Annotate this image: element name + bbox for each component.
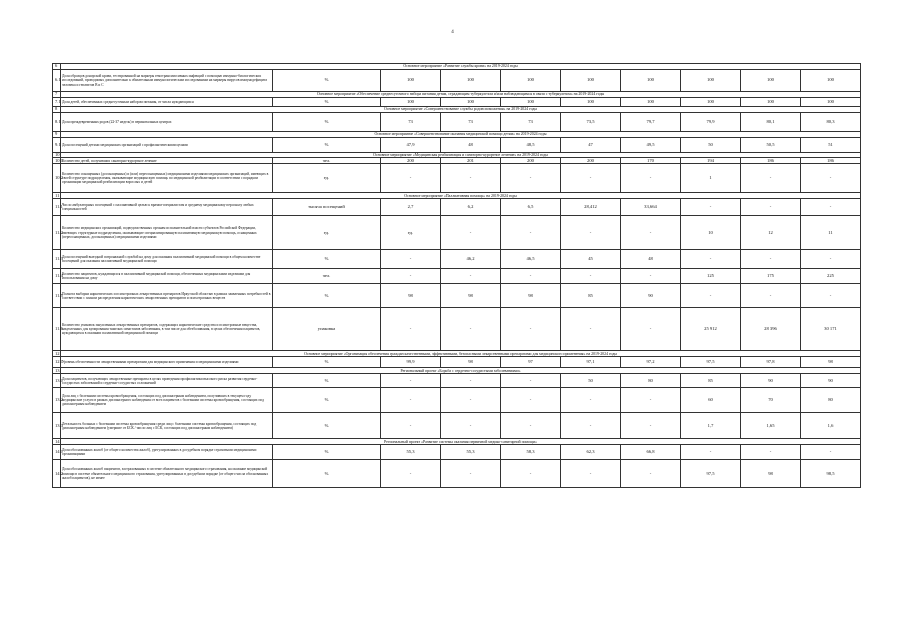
value-cell: - — [801, 164, 861, 193]
value-cell: - — [381, 164, 441, 193]
unit-cell: % — [273, 284, 381, 308]
value-cell: 60 — [681, 388, 741, 413]
value-cell: 66,8 — [621, 445, 681, 460]
row-index: 6.1 — [53, 70, 61, 92]
unit-cell: чел. — [273, 158, 381, 164]
value-cell: 90 — [621, 284, 681, 308]
value-cell: 47,9 — [381, 138, 441, 153]
value-cell: 97,5 — [681, 460, 741, 488]
indicator-name: Летальность больных с болезнями системы кровообращения среди лиц с болезнями системы кровообращения, состоящих под диспансерным наблюдением (умершие от БСК / число лиц с БСК, состоящих под диспансерным наблюдением) — [61, 413, 273, 439]
row-index: 8.1 — [53, 113, 61, 132]
value-cell: - — [801, 284, 861, 308]
value-cell: 70 — [741, 388, 801, 413]
value-cell: 1,6 — [801, 413, 861, 439]
value-cell: 200 — [561, 158, 621, 164]
value-cell: 225 — [801, 269, 861, 284]
value-cell: - — [621, 460, 681, 488]
value-cell: 46,5 — [501, 250, 561, 269]
value-cell: 85 — [681, 374, 741, 388]
value-cell: - — [621, 388, 681, 413]
value-cell: 200 — [501, 158, 561, 164]
value-cell: 6,5 — [501, 199, 561, 216]
value-cell: 10 — [681, 216, 741, 250]
indicator-name: Доля обоснованных жалоб пациентов, застрахованных в системе обязательного медицинского страхования, на оказание медицинской помощи в системе обязательного медицинского страхования, урегулированных в досудебном порядке (от общего числа обоснованных жалоб пациентов), не менее — [61, 460, 273, 488]
row-index: 7.1 — [53, 98, 61, 107]
value-cell: 98 — [801, 357, 861, 368]
section-title: Региональный проект «Развитие системы оказания первичной медико-санитарной помощи» — [61, 439, 861, 445]
table-row — [53, 138, 861, 153]
value-cell: 28 396 — [741, 308, 801, 351]
value-cell: 80,3 — [801, 113, 861, 132]
section-title: Основное мероприятие «Обеспечение среднесуточного набора питания детям, страдающим туберкулезом и/или наблюдающимся в связи с туберкулезом» на 2019-2024 годы — [61, 92, 861, 98]
indicator-name: Полнота выборки наркотических и психотропных лекарственных препаратов Иркутской областью в рамках заявленных потребностей в соответствии с планом распределения наркотических лекарственных препаратов и психотропных веществ — [61, 284, 273, 308]
value-cell: - — [621, 164, 681, 193]
value-cell: - — [441, 460, 501, 488]
table-row — [53, 460, 861, 488]
value-cell: 48 — [621, 250, 681, 269]
indicator-name: Число амбулаторных посещений с паллиативной целью к врачам-специалистам и среднему медицинскому персоналу любых специальностей — [61, 199, 273, 216]
row-index: 11.6 — [53, 308, 61, 351]
table-row — [53, 269, 861, 284]
value-cell: 79,9 — [681, 113, 741, 132]
row-index: 11.3 — [53, 250, 61, 269]
indicators-table — [52, 63, 861, 488]
value-cell: 73 — [381, 113, 441, 132]
table-row — [53, 413, 861, 439]
unit-cell: % — [273, 138, 381, 153]
value-cell: 100 — [441, 98, 501, 107]
row-index: 14 — [53, 439, 61, 445]
row-index: 11.4 — [53, 269, 61, 284]
table-row — [53, 199, 861, 216]
row-index: 7 — [53, 92, 61, 98]
unit-cell: % — [273, 70, 381, 92]
table-row — [53, 374, 861, 388]
value-cell: 51 — [801, 138, 861, 153]
value-cell: 100 — [801, 98, 861, 107]
value-cell: - — [681, 199, 741, 216]
value-cell: 49,5 — [621, 138, 681, 153]
row-index: 12.1 — [53, 357, 61, 368]
value-cell: 97 — [501, 357, 561, 368]
value-cell: 125 — [681, 269, 741, 284]
value-cell: 186 — [741, 158, 801, 164]
value-cell: - — [381, 308, 441, 351]
indicator-name: Доля детей, обеспеченных среднесуточным набором питания, от числа нуждающихся — [61, 98, 273, 107]
value-cell: 6,2 — [441, 199, 501, 216]
section-title: Основное мероприятие «Развитие службы крови» на 2019-2024 годы — [61, 64, 861, 70]
value-cell: 85 — [561, 284, 621, 308]
value-cell: - — [441, 164, 501, 193]
row-index: 10.1 — [53, 158, 61, 164]
page-number: 4 — [451, 30, 454, 35]
value-cell: 100 — [681, 98, 741, 107]
value-cell: 100 — [741, 70, 801, 92]
unit-cell: чел. — [273, 269, 381, 284]
value-cell: - — [501, 216, 561, 250]
value-cell: - — [561, 460, 621, 488]
unit-cell: % — [273, 460, 381, 488]
table-row — [53, 70, 861, 92]
indicator-name: Уровень обеспеченности лекарственными препаратами для медицинского применения и медицинскими изделиями — [61, 357, 273, 368]
indicator-name: Количество медицинских организаций, подведомственных органам исполнительной власти субъектов Российской Федерации, имеющих структурные подразделения, оказывающие специализированную паллиативную медицинскую помощь, оснащенных (переоснащенных, дооснащенных) медицинскими изделиями — [61, 216, 273, 250]
table-row — [53, 284, 861, 308]
value-cell: - — [801, 250, 861, 269]
indicator-name: Количество детей, получивших санаторно-курортное лечение — [61, 158, 273, 164]
value-cell: - — [741, 164, 801, 193]
row-index: 10 — [53, 153, 61, 158]
unit-cell: % — [273, 413, 381, 439]
value-cell: - — [441, 269, 501, 284]
value-cell: 100 — [441, 70, 501, 92]
indicator-name: Доля преждевременных родов (22-37 недель) в перинатальных центрах — [61, 113, 273, 132]
value-cell: 100 — [381, 70, 441, 92]
value-cell: 33,664 — [621, 199, 681, 216]
row-index: 9 — [53, 132, 61, 138]
value-cell: - — [441, 216, 501, 250]
value-cell: 45 — [561, 250, 621, 269]
value-cell: 175 — [741, 269, 801, 284]
value-cell: - — [501, 413, 561, 439]
value-cell: 99,9 — [381, 357, 441, 368]
value-cell: 100 — [741, 98, 801, 107]
section-title: Основное мероприятие «Совершенствование службы родовспоможения» на 2019-2024 годы — [61, 107, 861, 113]
value-cell: - — [381, 388, 441, 413]
row-index: 11.2 — [53, 216, 61, 250]
value-cell: - — [501, 164, 561, 193]
unit-cell: % — [273, 113, 381, 132]
value-cell: 186 — [801, 158, 861, 164]
value-cell: 58,3 — [501, 445, 561, 460]
value-cell: 100 — [381, 98, 441, 107]
indicator-name: Доля посещений выездной патронажной службой на дому для оказания паллиативной медицинской помощи в общем количестве посещений для оказания паллиативной медицинской помощи — [61, 250, 273, 269]
value-cell: 170 — [621, 158, 681, 164]
value-cell: 28,412 — [561, 199, 621, 216]
value-cell: 55,3 — [441, 445, 501, 460]
value-cell: 97,1 — [561, 357, 621, 368]
value-cell: - — [741, 250, 801, 269]
section-title: Основное мероприятие «Медицинская реабилитация и санаторно-курортное лечение» на 2019-2024 годы — [61, 153, 861, 158]
indicator-name: Доля посещений детьми медицинских организаций с профилактическими целями — [61, 138, 273, 153]
row-index: 14.1 — [53, 445, 61, 460]
table-body — [53, 64, 861, 488]
row-index: 6 — [53, 64, 61, 70]
value-cell: 90 — [801, 374, 861, 388]
value-cell: 98 — [501, 284, 561, 308]
value-cell: - — [561, 388, 621, 413]
unit-cell: % — [273, 98, 381, 107]
value-cell: - — [381, 413, 441, 439]
unit-cell: % — [273, 357, 381, 368]
value-cell: 1,7 — [681, 413, 741, 439]
value-cell: 48 — [441, 138, 501, 153]
table-row — [53, 113, 861, 132]
value-cell: 80 — [621, 374, 681, 388]
value-cell: 11 — [801, 216, 861, 250]
value-cell: - — [741, 284, 801, 308]
value-cell: 100 — [801, 70, 861, 92]
row-index: 14.2 — [53, 460, 61, 488]
row-index: 13.1 — [53, 374, 61, 388]
row-index: 11 — [53, 193, 61, 199]
value-cell: 50,5 — [741, 138, 801, 153]
value-cell: - — [381, 250, 441, 269]
value-cell: - — [561, 216, 621, 250]
unit-cell: % — [273, 388, 381, 413]
row-index: 11.1 — [53, 199, 61, 216]
table-row — [53, 308, 861, 351]
value-cell: 97,5 — [681, 357, 741, 368]
value-cell: - — [561, 164, 621, 193]
row-index: 13.3 — [53, 413, 61, 439]
value-cell: - — [621, 413, 681, 439]
value-cell: 62,3 — [561, 445, 621, 460]
value-cell: 100 — [561, 70, 621, 92]
value-cell: - — [621, 216, 681, 250]
value-cell: 98 — [741, 460, 801, 488]
row-index: 10.2 — [53, 164, 61, 193]
value-cell: - — [621, 269, 681, 284]
value-cell: 25 912 — [681, 308, 741, 351]
value-cell: - — [681, 445, 741, 460]
value-cell: - — [741, 445, 801, 460]
value-cell: 100 — [621, 70, 681, 92]
indicator-name: Доля образцов донорской крови, тестированной на маркеры гемотрансмиссивных инфекций с помощью иммунно-биологических исследований, проводимых дополнительно к обязательным иммунологическим исследованиям на маркеры вирусов иммунодефицита человека и гепатитов В и С — [61, 70, 273, 92]
value-cell: - — [501, 269, 561, 284]
table-row — [53, 98, 861, 107]
unit-cell: ед. — [273, 216, 381, 250]
row-index: 11.5 — [53, 284, 61, 308]
unit-cell: % — [273, 445, 381, 460]
row-index: 13 — [53, 368, 61, 374]
value-cell: 48,5 — [501, 138, 561, 153]
value-cell: 100 — [501, 70, 561, 92]
section-title: Основное мероприятие «Паллиативная помощь» на 2019-2024 годы — [61, 193, 861, 199]
value-cell: - — [801, 445, 861, 460]
value-cell: 201 — [441, 158, 501, 164]
unit-cell: % — [273, 374, 381, 388]
indicator-name: Доля лиц с болезнями системы кровообращения, состоящих под диспансерным наблюдением, получивших в текущем году медицинские услуги в рамках диспансерного наблюдения от всех пациентов с болезнями системы кровообращения, состоящих под диспансерным наблюдением — [61, 388, 273, 413]
value-cell: 98 — [441, 357, 501, 368]
indicator-name: Количество упаковок закупленных лекарственных препаратов, содержащих наркотические средства и психотропные вещества, закупленных для купирования тяжелых симптомов заболевания, в том числе для обезболивания, в целях обеспечения пациентов, нуждающихся в оказании паллиативной медицинской помощи — [61, 308, 273, 351]
value-cell: 1 — [681, 164, 741, 193]
value-cell: - — [561, 413, 621, 439]
value-cell: - — [621, 308, 681, 351]
unit-cell: тысяча посещений — [273, 199, 381, 216]
value-cell: 79,7 — [621, 113, 681, 132]
value-cell: - — [501, 460, 561, 488]
value-cell: - — [501, 388, 561, 413]
unit-cell: упаковка — [273, 308, 381, 351]
value-cell: 73,5 — [561, 113, 621, 132]
row-index: 8 — [53, 107, 61, 113]
value-cell: - — [381, 269, 441, 284]
value-cell: - — [441, 388, 501, 413]
value-cell: 46,2 — [441, 250, 501, 269]
value-cell: - — [681, 250, 741, 269]
value-cell: - — [441, 413, 501, 439]
value-cell: 97,8 — [741, 357, 801, 368]
value-cell: 80 — [801, 388, 861, 413]
value-cell: 47 — [561, 138, 621, 153]
section-title: Региональный проект «Борьба с сердечно-сосудистыми заболеваниями» — [61, 368, 861, 374]
indicator-name: Доля пациентов, получающих лекарственные препараты в целях проведения профилактики высокого риска развития сердечно-сосудистых заболеваний и сердечно-сосудистых осложнений — [61, 374, 273, 388]
value-cell: 90 — [741, 374, 801, 388]
section-title: Основное мероприятие «Организация обеспечения граждан качественными, эффективными, безопасными лекарственными препаратами для медицинского применения» на 2019-2024 годы — [61, 351, 861, 357]
table-row — [53, 357, 861, 368]
value-cell: 80,1 — [741, 113, 801, 132]
value-cell: 100 — [561, 98, 621, 107]
table-row — [53, 445, 861, 460]
indicator-name: Количество оснащенных (дооснащенных) и (или) переоснащенных) медицинскими изделиями медицинских организаций, имеющих в своей структуре подразделения, оказывающие медицинскую помощь по медицинской реабилитации в соответствии с порядком организации медицинской реабилитации взрослых и детей — [61, 164, 273, 193]
value-cell: - — [501, 308, 561, 351]
row-index: 12 — [53, 351, 61, 357]
row-index: 13.2 — [53, 388, 61, 413]
table-row — [53, 216, 861, 250]
table-row — [53, 388, 861, 413]
value-cell: 100 — [621, 98, 681, 107]
value-cell: - — [441, 308, 501, 351]
value-cell: - — [501, 374, 561, 388]
value-cell: 50 — [561, 374, 621, 388]
value-cell: 55,3 — [381, 445, 441, 460]
value-cell: 194 — [681, 158, 741, 164]
value-cell: 100 — [501, 98, 561, 107]
value-cell: 73 — [501, 113, 561, 132]
value-cell: 98 — [381, 284, 441, 308]
value-cell: - — [741, 199, 801, 216]
row-index: 9.1 — [53, 138, 61, 153]
value-cell: 98,5 — [801, 460, 861, 488]
value-cell: 97,2 — [621, 357, 681, 368]
value-cell: 98 — [441, 284, 501, 308]
table-row — [53, 164, 861, 193]
value-cell: 100 — [681, 70, 741, 92]
unit-cell: % — [273, 250, 381, 269]
value-cell: 73 — [441, 113, 501, 132]
value-cell: ед. — [381, 216, 441, 250]
indicator-name: Количество пациентов, нуждающихся в паллиативной медицинской помощи, обеспеченных медицинскими изделиями для использования на дому — [61, 269, 273, 284]
value-cell: - — [381, 460, 441, 488]
table-row — [53, 250, 861, 269]
value-cell: - — [441, 374, 501, 388]
value-cell: - — [561, 269, 621, 284]
value-cell: - — [381, 374, 441, 388]
section-title: Основное мероприятие «Совершенствование оказания медицинской помощи детям» на 2019-2024 годы — [61, 132, 861, 138]
value-cell: 1,65 — [741, 413, 801, 439]
value-cell: 12 — [741, 216, 801, 250]
value-cell: - — [801, 199, 861, 216]
value-cell: 50 — [681, 138, 741, 153]
indicator-name: Доля обоснованных жалоб (от общего количества жалоб), урегулированных в досудебном порядке страховыми медицинскими организациями — [61, 445, 273, 460]
value-cell: 200 — [381, 158, 441, 164]
value-cell: 30 171 — [801, 308, 861, 351]
value-cell: - — [681, 284, 741, 308]
value-cell: 2,7 — [381, 199, 441, 216]
unit-cell: ед. — [273, 164, 381, 193]
value-cell: - — [561, 308, 621, 351]
